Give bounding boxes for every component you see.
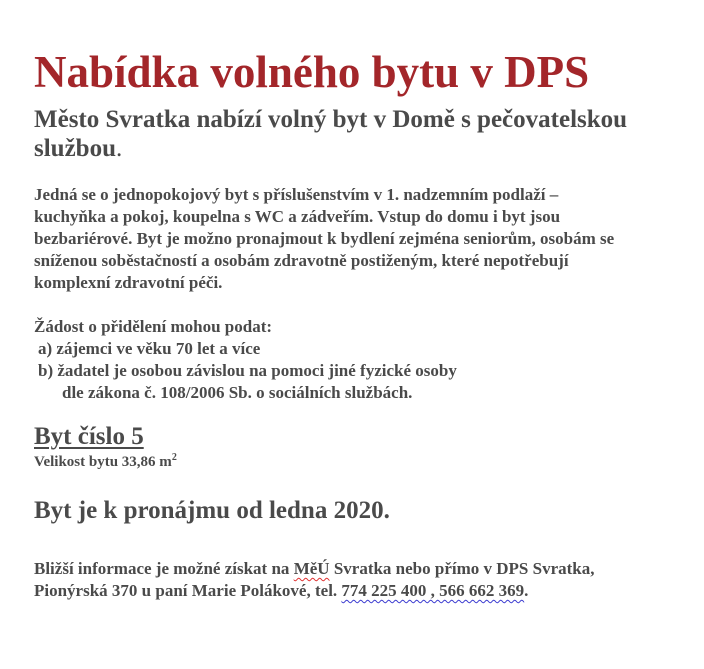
apartment-size: [34, 452, 177, 472]
apartment-number-heading: Byt číslo 5: [34, 423, 144, 450]
description-line: Jedná se o jednopokojový byt s příslušenstvím v 1. nadzemním podlaží –: [34, 185, 559, 204]
description-line: bezbariérové. Byt je možno pronajmout k bydlení zejména seniorům, osobám se: [34, 229, 615, 248]
eligibility-heading: Žádost o přidělení mohou podat:: [34, 317, 273, 336]
contact-text: .: [524, 581, 529, 600]
page-title: Nabídka volného bytu v DPS: [34, 47, 590, 97]
office-abbreviation: MěÚ: [293, 559, 330, 578]
contact-text: Svratka nebo přímo v DPS Svratka,: [329, 559, 595, 578]
contact-info: [34, 558, 595, 602]
apartment-size-label: Velikost bytu 33,86 m: [34, 454, 172, 470]
subtitle-period: .: [115, 135, 123, 162]
description-line: komplexní zdravotní péči.: [34, 273, 223, 292]
availability-statement: Byt je k pronájmu od ledna 2020.: [34, 497, 390, 524]
contact-line-2: [34, 580, 595, 602]
contact-text: Pionýrská 370 u paní Marie Polákové, tel.: [34, 581, 342, 600]
description-line: kuchyňka a pokoj, koupelna s WC a zádveřím. Vstup do domu i byt jsou: [34, 207, 561, 226]
eligibility-section: [34, 316, 457, 404]
eligibility-item-b-continued: dle zákona č. 108/2006 Sb. o sociálních službách.: [62, 383, 413, 402]
eligibility-item-b: b) žadatel je osobou závislou na pomoci jiné fyzické osoby: [38, 361, 457, 380]
phone-numbers: 774 225 400 , 566 662 369: [341, 581, 525, 600]
page-subtitle: [34, 105, 684, 163]
apartment-description: [34, 184, 674, 294]
contact-line-1: [34, 558, 595, 580]
square-unit-superscript: 2: [171, 452, 177, 463]
contact-text: Bližší informace je možné získat na: [34, 559, 294, 578]
description-line: sníženou soběstačností a osobám zdravotně postiženým, které nepotřebují: [34, 251, 569, 270]
subtitle-text: Město Svratka nabízí volný byt v Domě s pečovatelskou službou: [34, 106, 628, 162]
eligibility-item-a: a) zájemci ve věku 70 let a více: [38, 339, 261, 358]
